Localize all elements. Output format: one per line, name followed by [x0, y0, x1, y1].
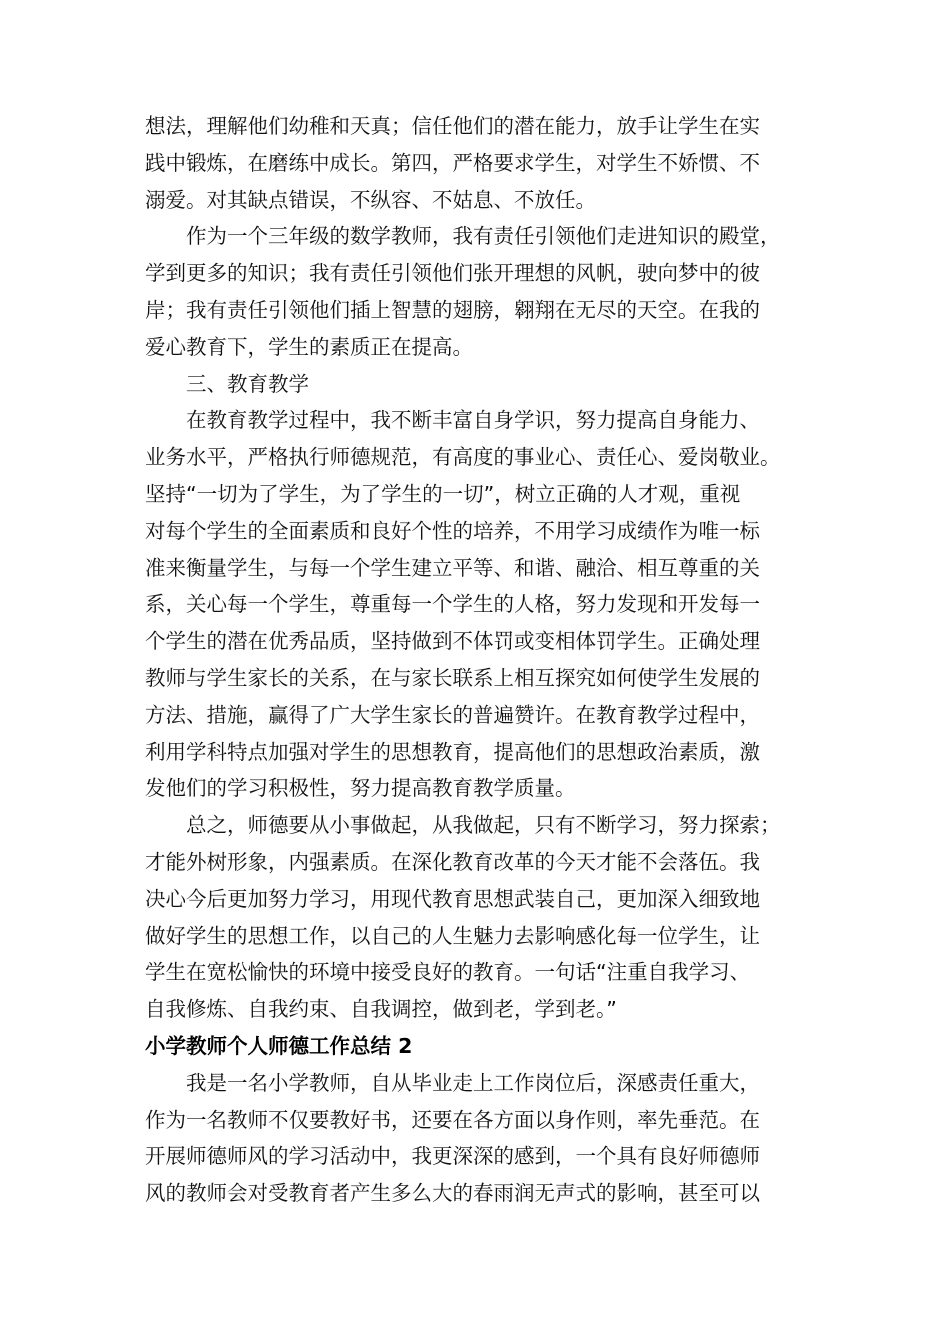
text-line: 三、教育教学: [186, 371, 309, 396]
text-line: 系，关心每一个学生，尊重每一个学生的人格，努力发现和开发每一: [145, 592, 760, 617]
text-line: 对每个学生的全面素质和良好个性的培养，不用学习成绩作为唯一标: [145, 518, 760, 543]
text-line: 做好学生的思想工作，以自己的人生魅力去影响感化每一位学生，让: [145, 923, 760, 948]
text-line: 才能外树形象，内强素质。在深化教育改革的今天才能不会落伍。我: [145, 849, 760, 874]
text-line: 准来衡量学生，与每一个学生建立平等、和谐、融洽、相互尊重的关: [145, 555, 760, 580]
text-line: 利用学科特点加强对学生的思想教育，提高他们的思想政治素质，激: [145, 739, 760, 764]
text-line: 在教育教学过程中，我不断丰富自身学识，努力提高自身能力、: [186, 408, 760, 433]
text-line: 学到更多的知识；我有责任引领他们张开理想的风帆，驶向梦中的彼: [145, 261, 760, 286]
text-line: 践中锻炼，在磨练中成长。第四，严格要求学生，对学生不娇惯、不: [145, 150, 760, 175]
text-line: 作为一个三年级的数学教师，我有责任引领他们走进知识的殿堂，: [186, 224, 781, 249]
text-line: 方法、措施，赢得了广大学生家长的普遍赞许。在教育教学过程中，: [145, 702, 760, 727]
text-line: 决心今后更加努力学习，用现代教育思想武装自己，更加深入细致地: [145, 886, 760, 911]
text-line: 坚持“一切为了学生，为了学生的一切”，树立正确的人才观，重视: [145, 481, 741, 506]
text-line: 风的教师会对受教育者产生多么大的春雨润无声式的影响，甚至可以: [145, 1181, 760, 1206]
text-line: 想法，理解他们幼稚和天真；信任他们的潜在能力，放手让学生在实: [145, 114, 760, 138]
text-line: 溺爱。对其缺点错误，不纵容、不姑息、不放任。: [145, 187, 596, 212]
text-line: 总之，师德要从小事做起，从我做起，只有不断学习，努力探索；: [186, 813, 781, 838]
document-body: [145, 108, 835, 1212]
text-line: 自我修炼、自我约束、自我调控，做到老，学到老。”: [145, 997, 617, 1022]
section-heading: 小学教师个人师德工作总结 2: [145, 1033, 413, 1058]
text-line: 爱心教育下，学生的素质正在提高。: [145, 334, 473, 359]
text-line: 发他们的学习积极性，努力提高教育教学质量。: [145, 776, 576, 801]
text-line: 教师与学生家长的关系，在与家长联系上相互探究如何使学生发展的: [145, 665, 760, 690]
text-line: 我是一名小学教师，自从毕业走上工作岗位后，深感责任重大，: [186, 1070, 760, 1095]
text-line: 业务水平，严格执行师德规范，有高度的事业心、责任心、爱岗敬业。: [145, 445, 781, 470]
text-line: 学生在宽松愉快的环境中接受良好的教育。一句话“注重自我学习、: [145, 960, 751, 985]
text-line: 开展师德师风的学习活动中，我更深深的感到，一个具有良好师德师: [145, 1144, 760, 1169]
text-line: 作为一名教师不仅要教好书，还要在各方面以身作则，率先垂范。在: [145, 1107, 760, 1132]
text-line: 个学生的潜在优秀品质，坚持做到不体罚或变相体罚学生。正确处理: [145, 629, 760, 654]
text-line: 岸；我有责任引领他们插上智慧的翅膀，翱翔在无尽的天空。在我的: [145, 297, 760, 322]
